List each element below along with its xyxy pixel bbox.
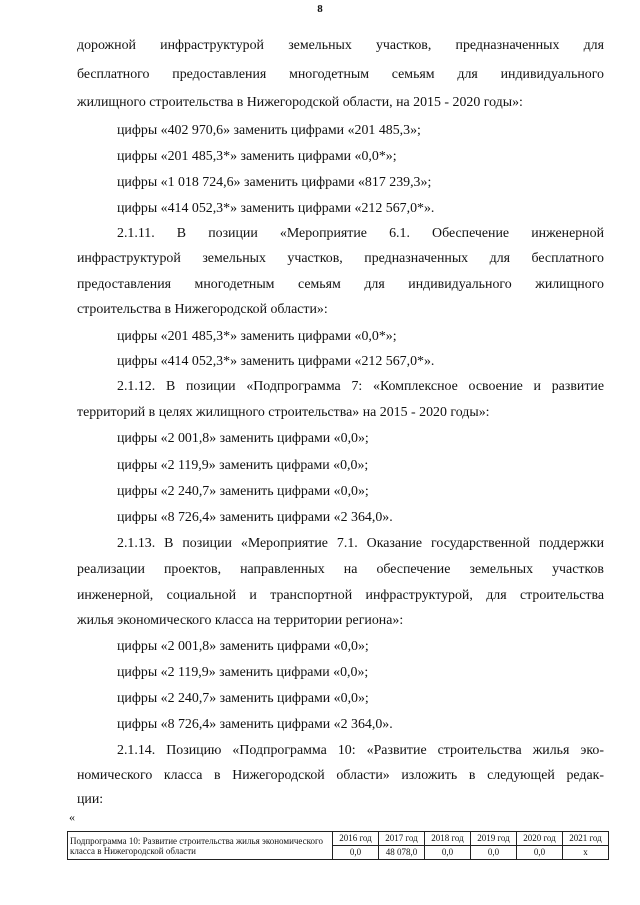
value-cell: 0,0 — [517, 846, 563, 860]
paragraph-line: бесплатного предоставления многодетным семьям для индивидуального — [77, 67, 604, 82]
paragraph-line: цифры «2 001,8» заменить цифрами «0,0»; — [117, 431, 369, 446]
paragraph-line: ции: — [77, 792, 104, 807]
value-cell: 0,0 — [471, 846, 517, 860]
paragraph-line: цифры «2 001,8» заменить цифрами «0,0»; — [117, 639, 369, 654]
value-cell: 48 078,0 — [379, 846, 425, 860]
year-header-cell: 2018 год — [425, 832, 471, 846]
year-header-cell: 2017 год — [379, 832, 425, 846]
paragraph-line: цифры «201 485,3*» заменить цифрами «0,0*»; — [117, 329, 397, 344]
paragraph-line: инженерной, социальной и транспортной инфраструктурой, для строительства — [77, 588, 604, 603]
paragraph-line: цифры «8 726,4» заменить цифрами «2 364,0». — [117, 717, 393, 732]
paragraph-line: территорий в целях жилищного строительства» на 2015 - 2020 годы»: — [77, 405, 490, 420]
paragraph-line: цифры «2 119,9» заменить цифрами «0,0»; — [117, 665, 369, 680]
paragraph-line: реализации проектов, направленных на обеспечение земельных участков — [77, 562, 604, 577]
paragraph-line: цифры «414 052,3*» заменить цифрами «212 567,0*». — [117, 354, 435, 369]
paragraph-line: предоставления многодетным семьям для индивидуального жилищного — [77, 277, 604, 292]
table-header-row — [68, 832, 609, 846]
value-cell: 0,0 — [333, 846, 379, 860]
paragraph-line: цифры «2 119,9» заменить цифрами «0,0»; — [117, 458, 369, 473]
paragraph-line: строительства в Нижегородской области»: — [77, 302, 328, 317]
paragraph-line: 2.1.12. В позиции «Подпрограмма 7: «Комплексное освоение и развитие — [117, 379, 604, 394]
value-cell: х — [563, 846, 609, 860]
paragraph-line: 2.1.11. В позиции «Мероприятие 6.1. Обеспечение инженерной — [117, 226, 604, 241]
paragraph-line: цифры «2 240,7» заменить цифрами «0,0»; — [117, 484, 369, 499]
paragraph-line: цифры «414 052,3*» заменить цифрами «212 567,0*». — [117, 201, 435, 216]
paragraph-line: жилищного строительства в Нижегородской области, на 2015 - 2020 годы»: — [77, 95, 523, 110]
year-header-cell: 2019 год — [471, 832, 517, 846]
year-header-cell: 2016 год — [333, 832, 379, 846]
opening-quote-mark: « — [69, 810, 75, 824]
paragraph-line: цифры «201 485,3*» заменить цифрами «0,0*»; — [117, 149, 397, 164]
paragraph-line: 2.1.14. Позицию «Подпрограмма 10: «Развитие строительства жилья эко- — [117, 743, 604, 758]
year-header-cell: 2020 год — [517, 832, 563, 846]
paragraph-line: цифры «1 018 724,6» заменить цифрами «817 239,3»; — [117, 175, 432, 190]
paragraph-line: жилья экономического класса на территории региона»: — [77, 613, 404, 628]
paragraph-line: инфраструктурой земельных участков, предназначенных для бесплатного — [77, 251, 604, 266]
paragraph-line: номического класса в Нижегородской области» изложить в следующей редак- — [77, 768, 604, 783]
paragraph-line: 2.1.13. В позиции «Мероприятие 7.1. Оказание государственной поддержки — [117, 536, 604, 551]
paragraph-line: дорожной инфраструктурой земельных участков, предназначенных для — [77, 38, 604, 53]
year-header-cell: 2021 год — [563, 832, 609, 846]
paragraph-line: цифры «2 240,7» заменить цифрами «0,0»; — [117, 691, 369, 706]
value-cell: 0,0 — [425, 846, 471, 860]
paragraph-line: цифры «402 970,6» заменить цифрами «201 485,3»; — [117, 123, 421, 138]
program-table — [67, 831, 609, 860]
paragraph-line: цифры «8 726,4» заменить цифрами «2 364,0». — [117, 510, 393, 525]
program-name-cell: Подпрограмма 10: Развитие строительства жилья экономического класса в Нижегородской области — [68, 832, 333, 860]
page-number: 8 — [317, 3, 323, 15]
